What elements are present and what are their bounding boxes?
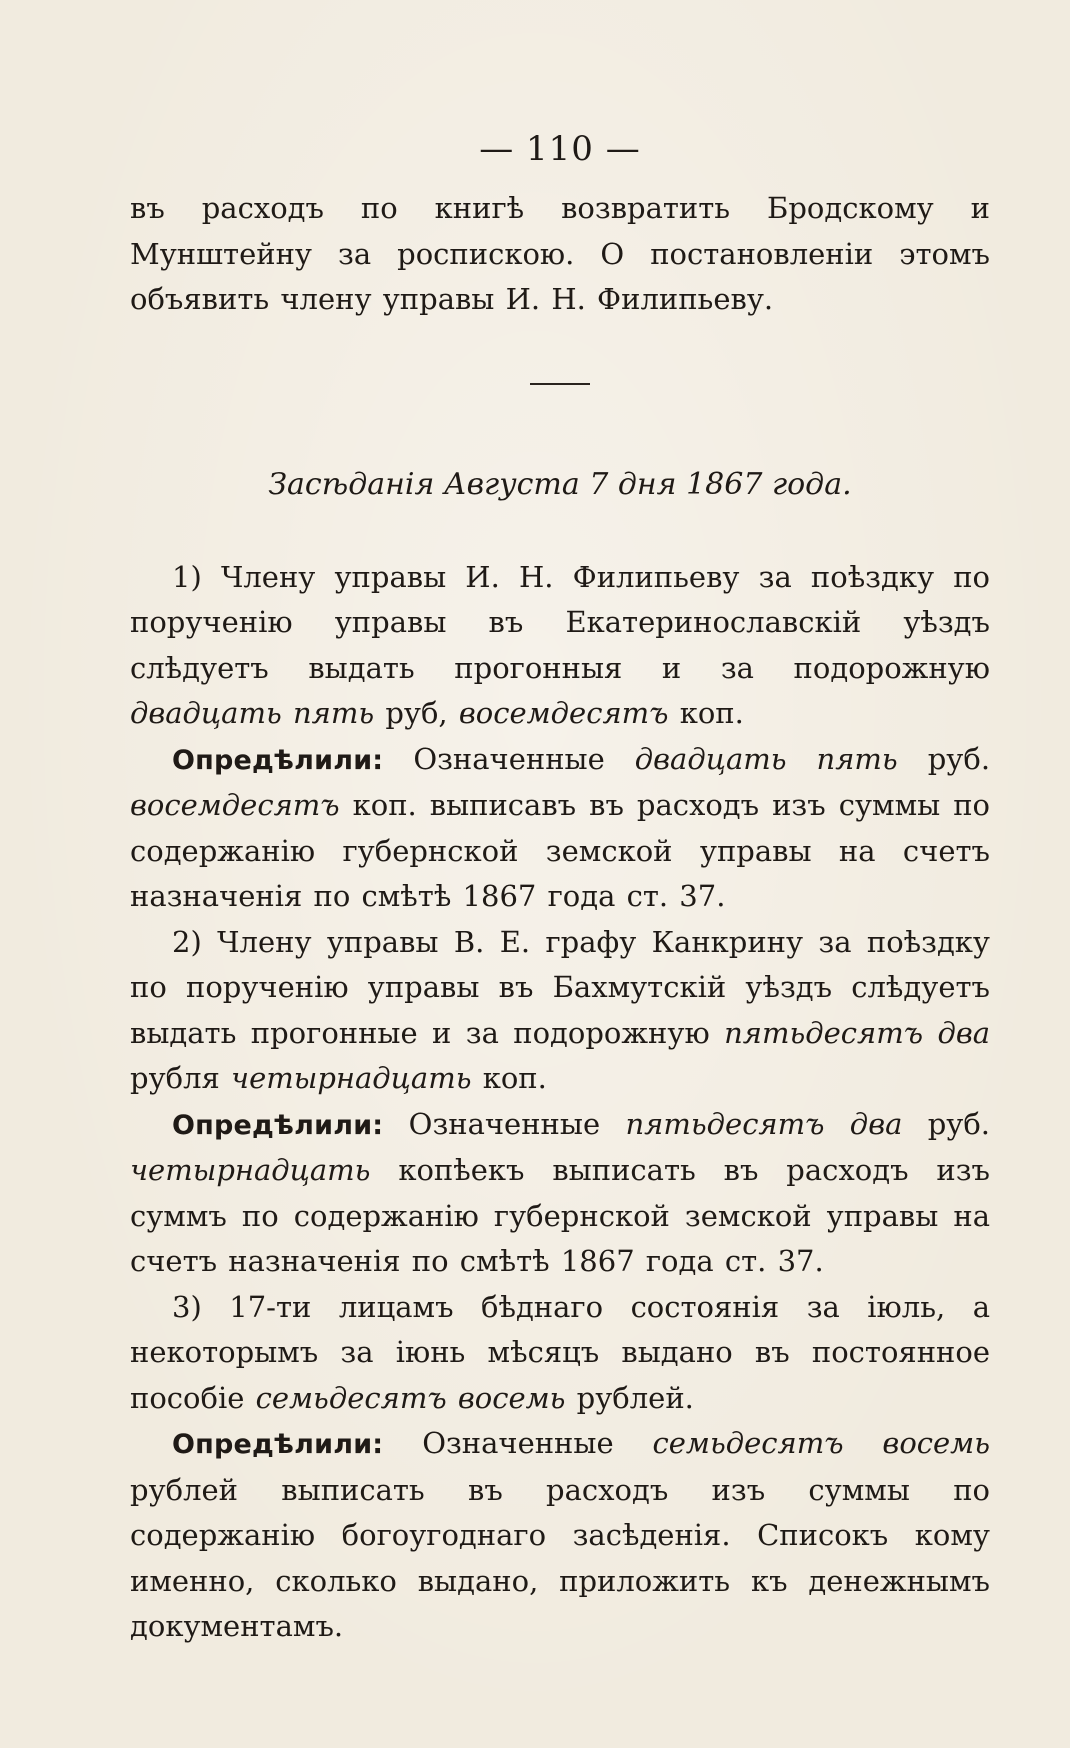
- intro-paragraph: [130, 186, 990, 323]
- decision-1-text-before: Означенные: [413, 741, 605, 776]
- item-2-text-middle: рубля: [130, 1061, 220, 1095]
- intro-text: въ расходъ по книгѣ возвратить Бродскому и Мунштейну за роспискою. О постановленіи этомъ объявить члену управы И. Н. Филипьеву.: [130, 191, 990, 316]
- decision-1-amount-kopecks: восемдесятъ: [130, 788, 340, 822]
- decision-1-text-middle: руб.: [927, 741, 991, 776]
- decision-3-text-before: Означенные: [422, 1426, 614, 1460]
- decision-1: [130, 737, 990, 920]
- decision-2-text-after: копѣекъ выписать въ расходъ изъ суммъ по содержанію губернской земской управы на счетъ назначенія по смѣтѣ 1867 года ст. 37.: [130, 1153, 990, 1278]
- decision-3: [130, 1421, 990, 1650]
- item-2: [130, 920, 990, 1102]
- item-2-amount-rubles: пятьдесятъ два: [724, 1015, 991, 1050]
- decision-1-amount-rubles: двадцать пять: [634, 741, 898, 776]
- item-3: [130, 1285, 990, 1422]
- section-body: [130, 555, 990, 1650]
- decision-2-amount-kopecks: четырнадцать: [130, 1153, 371, 1187]
- item-1-text-middle: руб,: [385, 696, 448, 730]
- decision-1-text-after: коп. выписавъ въ расходъ изъ суммы по содержанію губернской земской управы на счетъ назначенія по смѣтѣ 1867 года ст. 37.: [130, 788, 990, 913]
- decision-1-label: Опредѣлили:: [172, 744, 384, 776]
- decision-2-amount-rubles: пятьдесятъ два: [625, 1106, 903, 1141]
- item-1: [130, 555, 990, 737]
- decision-2-label: Опредѣлили:: [172, 1109, 384, 1141]
- section-divider: [530, 383, 590, 385]
- item-2-text-before: Члену управы В. Е. графу Канкрину за поѣздку по порученію управы въ Бахмутскій уѣздъ слѣдуетъ выдать прогонные и за подорожную: [130, 924, 990, 1050]
- decision-3-label: Опредѣлили:: [172, 1429, 384, 1460]
- decision-2: [130, 1102, 990, 1285]
- decision-2-text-middle: руб.: [927, 1106, 991, 1141]
- decision-3-text-after: рублей выписать въ расходъ изъ суммы по содержанію богоугоднаго засѣденія. Списокъ кому именно, сколько выдано, приложить къ денежнымъ документамъ.: [130, 1472, 990, 1643]
- item-1-text-after: коп.: [679, 696, 744, 730]
- decision-3-amount: семьдесятъ восемь: [652, 1426, 991, 1460]
- item-2-text-after: коп.: [482, 1061, 547, 1095]
- item-1-amount-kopecks: восемдесятъ: [458, 696, 669, 730]
- item-3-amount: семьдесятъ восемь: [255, 1380, 566, 1415]
- item-1-amount-rubles: двадцать пять: [130, 696, 375, 730]
- page-number: — 110 —: [479, 129, 641, 169]
- item-3-text-before: 17-ти лицамъ бѣднаго состоянія за іюль, а некоторымъ за іюнь мѣсяцъ выдано въ постоянное пособіе: [130, 1289, 991, 1415]
- item-3-text-after: рублей.: [576, 1380, 694, 1415]
- item-2-number: 2): [172, 924, 202, 959]
- item-2-amount-kopecks: четырнадцать: [231, 1061, 472, 1095]
- item-3-number: 3): [172, 1289, 202, 1324]
- decision-2-text-before: Означенные: [408, 1106, 601, 1141]
- item-1-number: 1): [172, 559, 202, 594]
- section-title: Засѣданія Августа 7 дня 1867 года.: [268, 466, 852, 502]
- item-1-text-before: Члену управы И. Н. Филипьеву за поѣздку по порученію управы въ Екатеринославскій уѣздъ слѣдуетъ выдать прогонныя и за подорожную: [130, 559, 990, 685]
